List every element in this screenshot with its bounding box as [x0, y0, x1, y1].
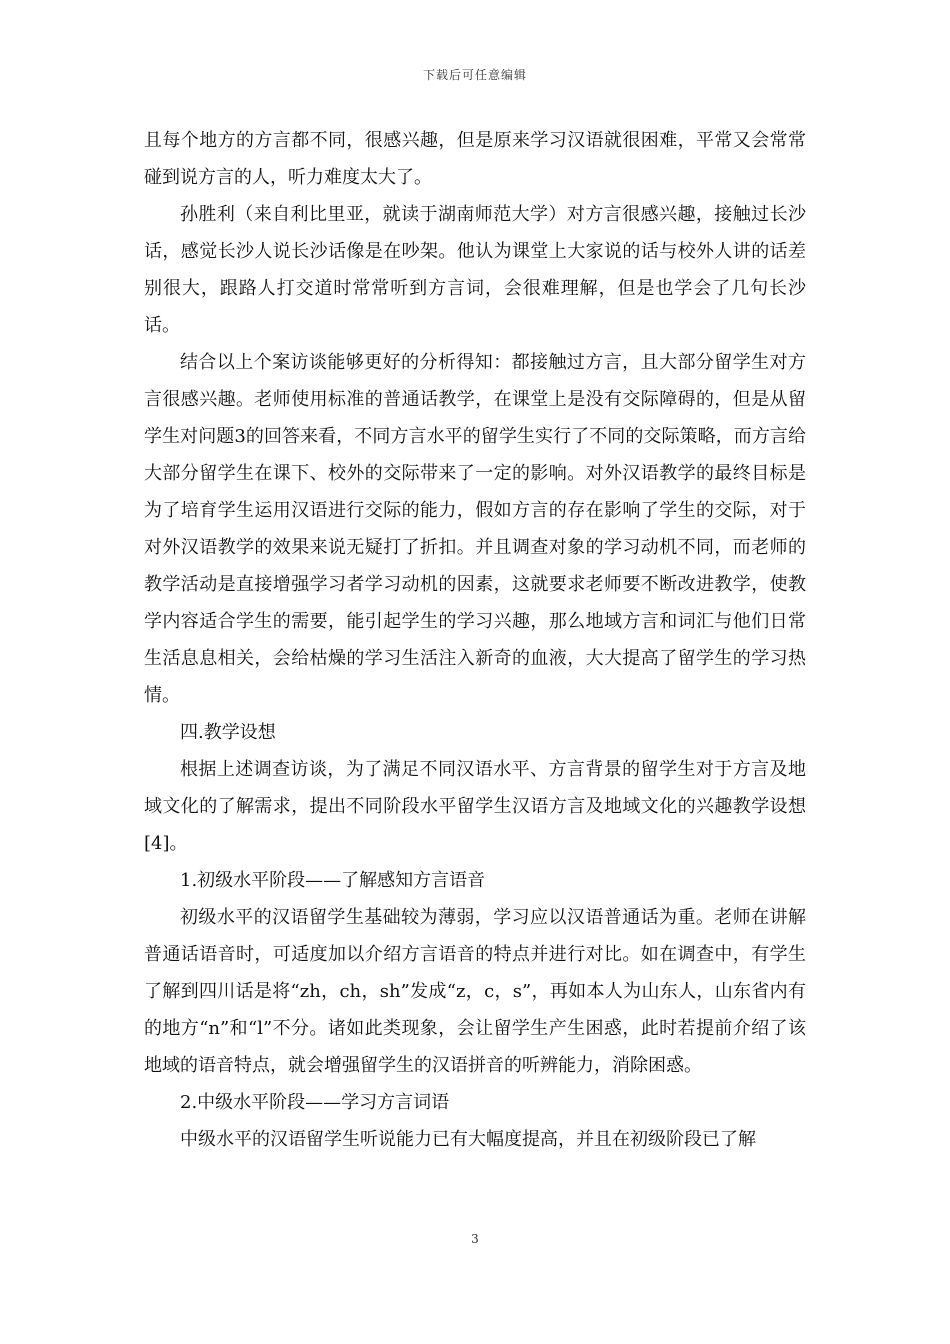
page-number: 3	[471, 1232, 479, 1246]
paragraph-interview-sun: 孙胜利（来自利比里亚，就读于湖南师范大学）对方言很感兴趣，接触过长沙话，感觉长沙人说长沙话像是在吵架。他认为课堂上大家说的话与校外人讲的话差别很大，跟路人打交道时常常听到方言词，会很难理解，但是也学会了几句长沙话。	[144, 204, 806, 336]
subheading-intermediate-level: 2.中级水平阶段——学习方言词语	[180, 1092, 450, 1113]
paragraph-teaching-intro: 根据上述调查访谈，为了满足不同汉语水平、方言背景的留学生对于方言及地域文化的了解需求，提出不同阶段水平留学生汉语方言及地域文化的兴趣教学设想[4]。	[144, 759, 806, 854]
section-heading-teaching-ideas: 四.教学设想	[180, 722, 276, 743]
document-body	[144, 122, 806, 1158]
subheading-beginner-level: 1.初级水平阶段——了解感知方言语音	[180, 870, 486, 891]
paragraph-intermediate-level: 中级水平的汉语留学生听说能力已有大幅度提高，并且在初级阶段已了解	[180, 1129, 756, 1150]
paragraph-analysis: 结合以上个案访谈能够更好的分析得知：都接触过方言，且大部分留学生对方言很感兴趣。老师使用标准的普通话教学，在课堂上是没有交际障碍的，但是从留学生对问题3的回答来看，不同方言水平的留学生实行了不同的交际策略，而方言给大部分留学生在课下、校外的交际带来了一定的影响。对外汉语教学的最终目标是为了培育学生运用汉语进行交际的能力，假如方言的存在影响了学生的交际，对于对外汉语教学的效果来说无疑打了折扣。并且调查对象的学习动机不同，而老师的教学活动是直接增强学习者学习动机的因素，这就要求老师要不断改进教学，使教学内容适合学生的需要，能引起学生的学习兴趣，那么地域方言和词汇与他们日常生活息息相关，会给枯燥的学习生活注入新奇的血液，大大提高了留学生的学习热情。	[144, 352, 806, 706]
page-header: 下载后可任意编辑	[422, 68, 527, 82]
paragraph-continuation: 且每个地方的方言都不同，很感兴趣，但是原来学习汉语就很困难，平常又会常常碰到说方言的人，听力难度太大了。	[144, 130, 806, 188]
paragraph-beginner-level: 初级水平的汉语留学生基础较为薄弱，学习应以汉语普通话为重。老师在讲解普通话语音时，可适度加以介绍方言语音的特点并进行对比。如在调查中，有学生了解到四川话是将“zh，ch，sh”发成“z，c，s”，再如本人为山东人，山东省内有的地方“n”和“l”不分。诸如此类现象，会让留学生产生困惑，此时若提前介绍了该地域的语音特点，就会增强留学生的汉语拼音的听辨能力，消除困惑。	[144, 907, 806, 1076]
